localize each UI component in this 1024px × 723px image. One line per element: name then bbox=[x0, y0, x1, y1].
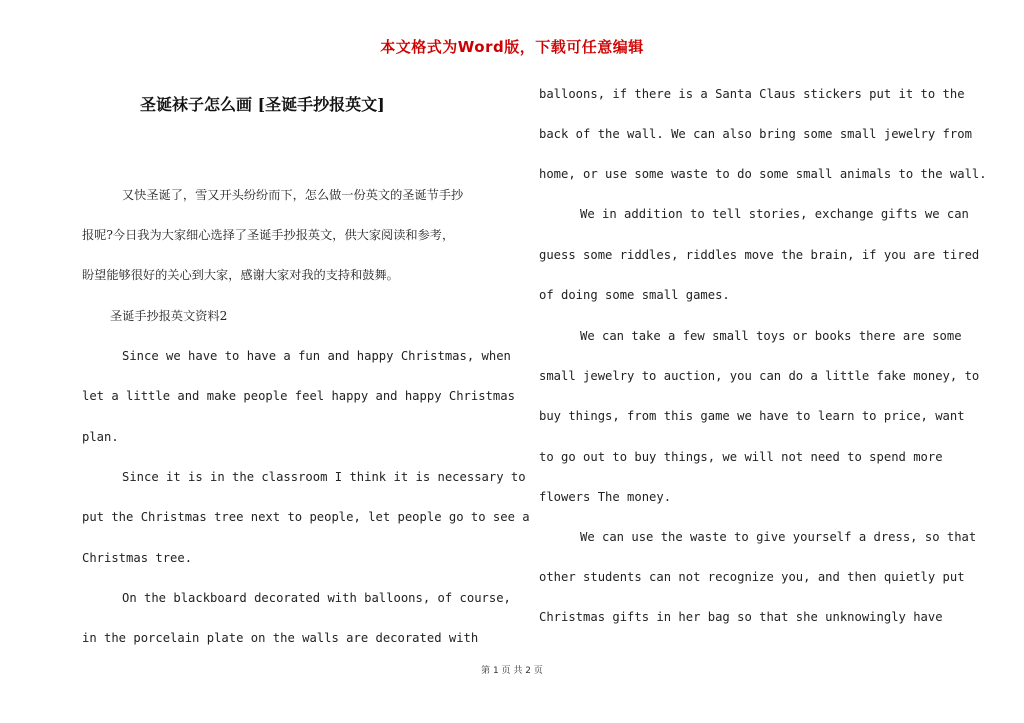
page-number-footer: 第 1 页 共 2 页 bbox=[481, 666, 543, 676]
paragraph-line: back of the wall. We can also bring some small jewelry from bbox=[539, 127, 972, 141]
paragraph-line: guess some riddles, riddles move the brain, if you are tired bbox=[539, 248, 980, 262]
paragraph-line: of doing some small games. bbox=[539, 288, 730, 302]
paragraph-line: in the porcelain plate on the walls are decorated with bbox=[82, 631, 479, 645]
paragraph-line: We can take a few small toys or books there are some bbox=[580, 329, 962, 343]
paragraph-line: On the blackboard decorated with balloons, of course, bbox=[122, 591, 511, 605]
document-title: 圣诞袜子怎么画 [圣诞手抄报英文] bbox=[140, 95, 385, 114]
paragraph-line: to go out to buy things, we will not need to spend more bbox=[539, 450, 943, 464]
paragraph-line: balloons, if there is a Santa Claus stickers put it to the bbox=[539, 87, 965, 101]
paragraph-line: Since it is in the classroom I think it is necessary to bbox=[122, 470, 526, 484]
word-format-banner: 本文格式为Word版，下载可任意编辑 bbox=[380, 38, 644, 56]
paragraph-line: let a little and make people feel happy and happy Christmas bbox=[82, 389, 515, 403]
paragraph-line: 又快圣诞了，雪又开头纷纷而下，怎么做一份英文的圣诞节手抄 bbox=[122, 188, 464, 202]
paragraph-line: put the Christmas tree next to people, let people go to see a bbox=[82, 510, 530, 524]
paragraph-line: We can use the waste to give yourself a dress, so that bbox=[580, 530, 977, 544]
paragraph-line: 报呢?今日我为大家细心选择了圣诞手抄报英文，供大家阅读和参考， bbox=[82, 228, 455, 242]
paragraph-line: flowers The money. bbox=[539, 490, 672, 504]
paragraph-line: Christmas tree. bbox=[82, 551, 193, 565]
paragraph-line: Christmas gifts in her bag so that she unknowingly have bbox=[539, 610, 943, 624]
paragraph-line: home, or use some waste to do some small animals to the wall. bbox=[539, 167, 987, 181]
paragraph-line: small jewelry to auction, you can do a little fake money, to bbox=[539, 369, 980, 383]
section-heading: 圣诞手抄报英文资料2 bbox=[110, 309, 228, 323]
paragraph-line: We in addition to tell stories, exchange gifts we can bbox=[580, 207, 969, 221]
paragraph-line: buy things, from this game we have to learn to price, want bbox=[539, 409, 965, 423]
paragraph-line: 盼望能够很好的关心到大家，感谢大家对我的支持和鼓舞。 bbox=[82, 268, 399, 282]
paragraph-line: plan. bbox=[82, 430, 119, 444]
paragraph-line: other students can not recognize you, and then quietly put bbox=[539, 570, 965, 584]
paragraph-line: Since we have to have a fun and happy Christmas, when bbox=[122, 349, 511, 363]
